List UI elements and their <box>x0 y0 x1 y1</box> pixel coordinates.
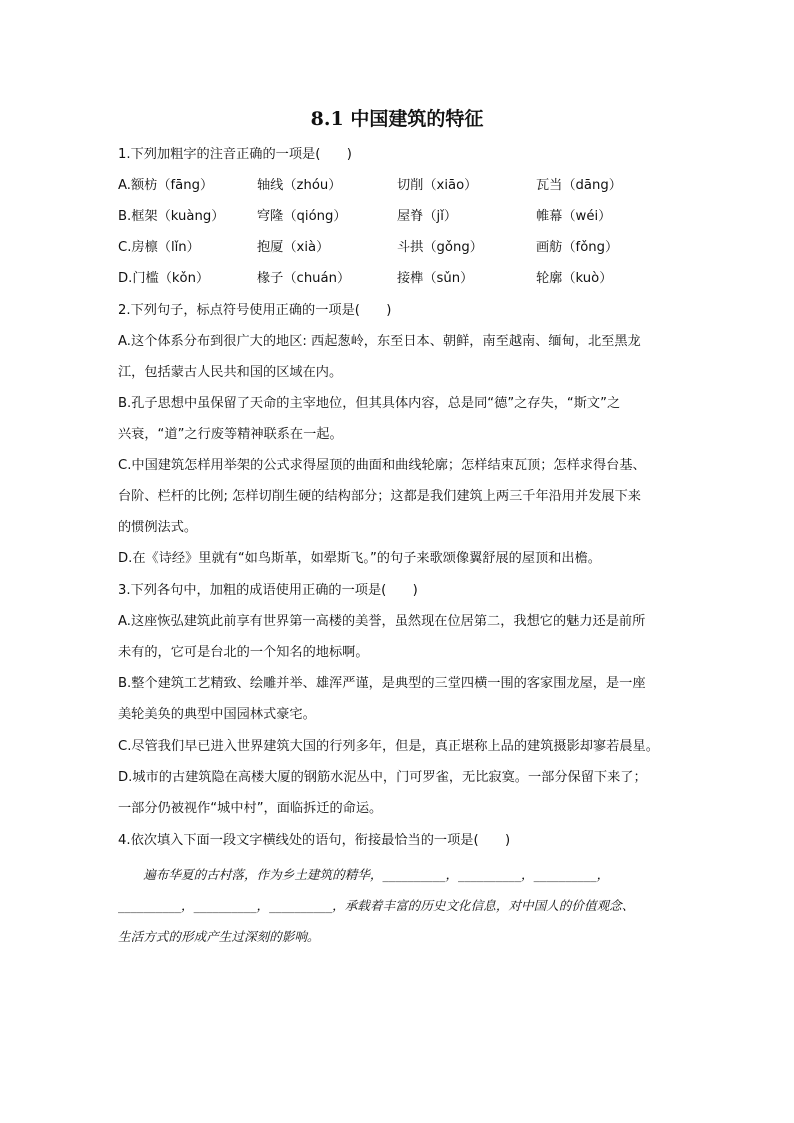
question-3-text-line: 一部分仍被视作“城中村”，面临拆迁的命运。 <box>118 801 383 816</box>
question-1-option-b <box>118 208 678 226</box>
option-cell: 画舫（fǒng） <box>536 240 619 255</box>
question-4-passage-line: 遍布华夏的古村落，作为乡土建筑的精华，__________，__________，__________， <box>118 867 610 882</box>
question-1-option-c <box>118 239 678 257</box>
question-3-text-line: C.尽管我们早已进入世界建筑大国的行列多年，但是，真正堪称上品的建筑摄影却寥若晨星。 <box>118 739 659 754</box>
option-cell: 轴线（zhóu） <box>257 178 342 193</box>
option-cell: 抱厦（xià） <box>257 240 330 255</box>
option-cell: 帷幕（wéi） <box>536 209 612 224</box>
option-cell: 接榫（sǔn） <box>397 271 474 286</box>
question-2-text-line: 江，包括蒙古人民共和国的区域在内。 <box>118 365 343 380</box>
option-cell: B.框架（kuàng） <box>118 209 225 224</box>
option-cell: 椽子（chuán） <box>257 271 351 286</box>
question-3-text-line: 未有的，它可是台北的一个知名的地标啊。 <box>118 645 369 660</box>
question-3-text-line: 美轮美奂的典型中国园林式豪宅。 <box>118 707 316 722</box>
question-4-stem: 4.依次填入下面一段文字横线处的语句，衔接最恰当的一项是( ) <box>118 833 511 848</box>
option-cell: A.额枋（fāng） <box>118 178 214 193</box>
question-2-text-line: 的惯例法式。 <box>118 520 198 535</box>
question-2-stem: 2.下列句子，标点符号使用正确的一项是( ) <box>118 303 392 318</box>
option-cell: C.房檩（lǐn） <box>118 240 200 255</box>
page-title: 8.1 中国建筑的特征 <box>310 108 484 130</box>
question-4-passage-line: __________，__________，__________，承载着丰富的历史文化信息，对中国人的价值观念、 <box>118 898 635 913</box>
option-cell: 轮廓（kuò） <box>536 271 613 286</box>
question-1-option-a <box>118 177 678 195</box>
option-cell: 屋脊（jǐ） <box>397 209 458 224</box>
question-2-text-line: 兴衰，“道”之行废等精神联系在一起。 <box>118 427 343 442</box>
option-cell: 切削（xiāo） <box>397 178 478 193</box>
question-1-stem: 1.下列加粗字的注音正确的一项是( ) <box>118 147 352 162</box>
option-cell: 穹隆（qióng） <box>257 209 347 224</box>
option-cell: 斗拱（gǒng） <box>397 240 483 255</box>
question-2-text-line: B.孔子思想中虽保留了天命的主宰地位，但其具体内容，总是同“德”之存失，“斯文”之 <box>118 396 621 411</box>
question-4-passage-line: 生活方式的形成产生过深刻的影响。 <box>118 929 320 944</box>
option-cell: D.门槛（kǒn） <box>118 271 210 286</box>
option-cell: 瓦当（dāng） <box>536 178 622 193</box>
question-2-text-line: C.中国建筑怎样用举架的公式求得屋顶的曲面和曲线轮廓；怎样结束瓦顶；怎样求得台基、 <box>118 458 646 473</box>
question-1-option-d <box>118 270 678 288</box>
question-3-text-line: B.整个建筑工艺精致、绘雕并举、雄浑严谨，是典型的三堂四横一围的客家围龙屋，是一座 <box>118 676 646 691</box>
question-2-text-line: D.在《诗经》里就有“如鸟斯革，如翚斯飞。”的句子来歌颂像翼舒展的屋顶和出檐。 <box>118 551 601 566</box>
question-3-text-line: D.城市的古建筑隐在高楼大厦的钢筋水泥丛中，门可罗雀，无比寂寞。一部分保留下来了； <box>118 770 647 785</box>
question-3-text-line: A.这座恢弘建筑此前享有世界第一高楼的美誉，虽然现在位居第二，我想它的魅力还是前所 <box>118 614 646 629</box>
question-2-text-line: A.这个体系分布到很广大的地区: 西起葱岭，东至日本、朝鲜，南至越南、缅甸，北至黑龙 <box>118 334 641 349</box>
question-3-stem: 3.下列各句中，加粗的成语使用正确的一项是( ) <box>118 583 418 598</box>
question-2-text-line: 台阶、栏杆的比例; 怎样切削生硬的结构部分；这都是我们建筑上两三千年沿用并发展下来 <box>118 489 641 504</box>
